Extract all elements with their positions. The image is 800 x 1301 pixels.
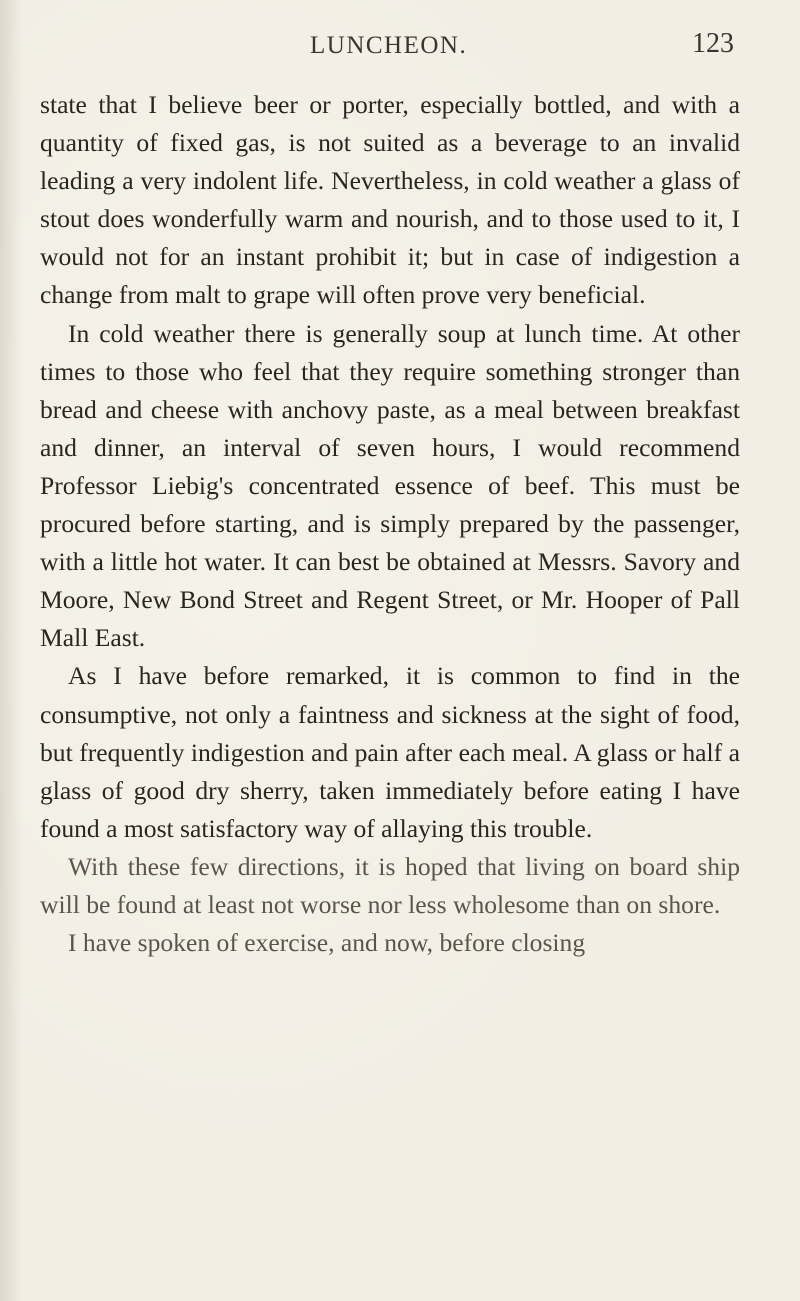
running-title: LUNCHEON. xyxy=(310,32,468,59)
paragraph-2: In cold weather there is generally soup at lunch time. At other times to those who feel that they require something stronger than bread and cheese with anchovy paste, as a meal between breakfast and dinner, an interval of seven hours, I would recommend Professor Liebig's concentrated essence of beef. This must be procured before starting, and is simply prepared by the passenger, with a little hot water. It can best be obtained at Messrs. Savory and Moore, New Bond Street and Regent Street, or Mr. Hooper of Pall Mall East. xyxy=(40,318,740,653)
page-number: 123 xyxy=(692,28,734,59)
paragraph-1: state that I believe beer or porter, especially bottled, and with a quantity of fixed gas, is not suited as a beverage to an invalid leading a very indolent life. Nevertheless, in cold weather a glass of stout does wonderfully warm and nourish, and to those used to it, I would not for an instant prohibit it; but in case of indigestion a change from malt to grape will often prove very beneficial. xyxy=(40,90,740,310)
paragraph-3: As I have before remarked, it is common to find in the consumptive, not only a faintness and sickness at the sight of food, but frequently indigestion and pain after each meal. A glass or half a glass of good dry sherry, taken immediately before eating I have found a most satisfactory way of allaying this trouble. xyxy=(40,661,740,843)
body-text xyxy=(40,86,740,962)
page-header xyxy=(0,18,800,68)
paragraph-5: I have spoken of exercise, and now, before closing xyxy=(68,928,586,958)
paragraph-4: With these few directions, it is hoped that living on board ship will be found at least not worse nor less wholesome than on shore. xyxy=(40,851,740,919)
